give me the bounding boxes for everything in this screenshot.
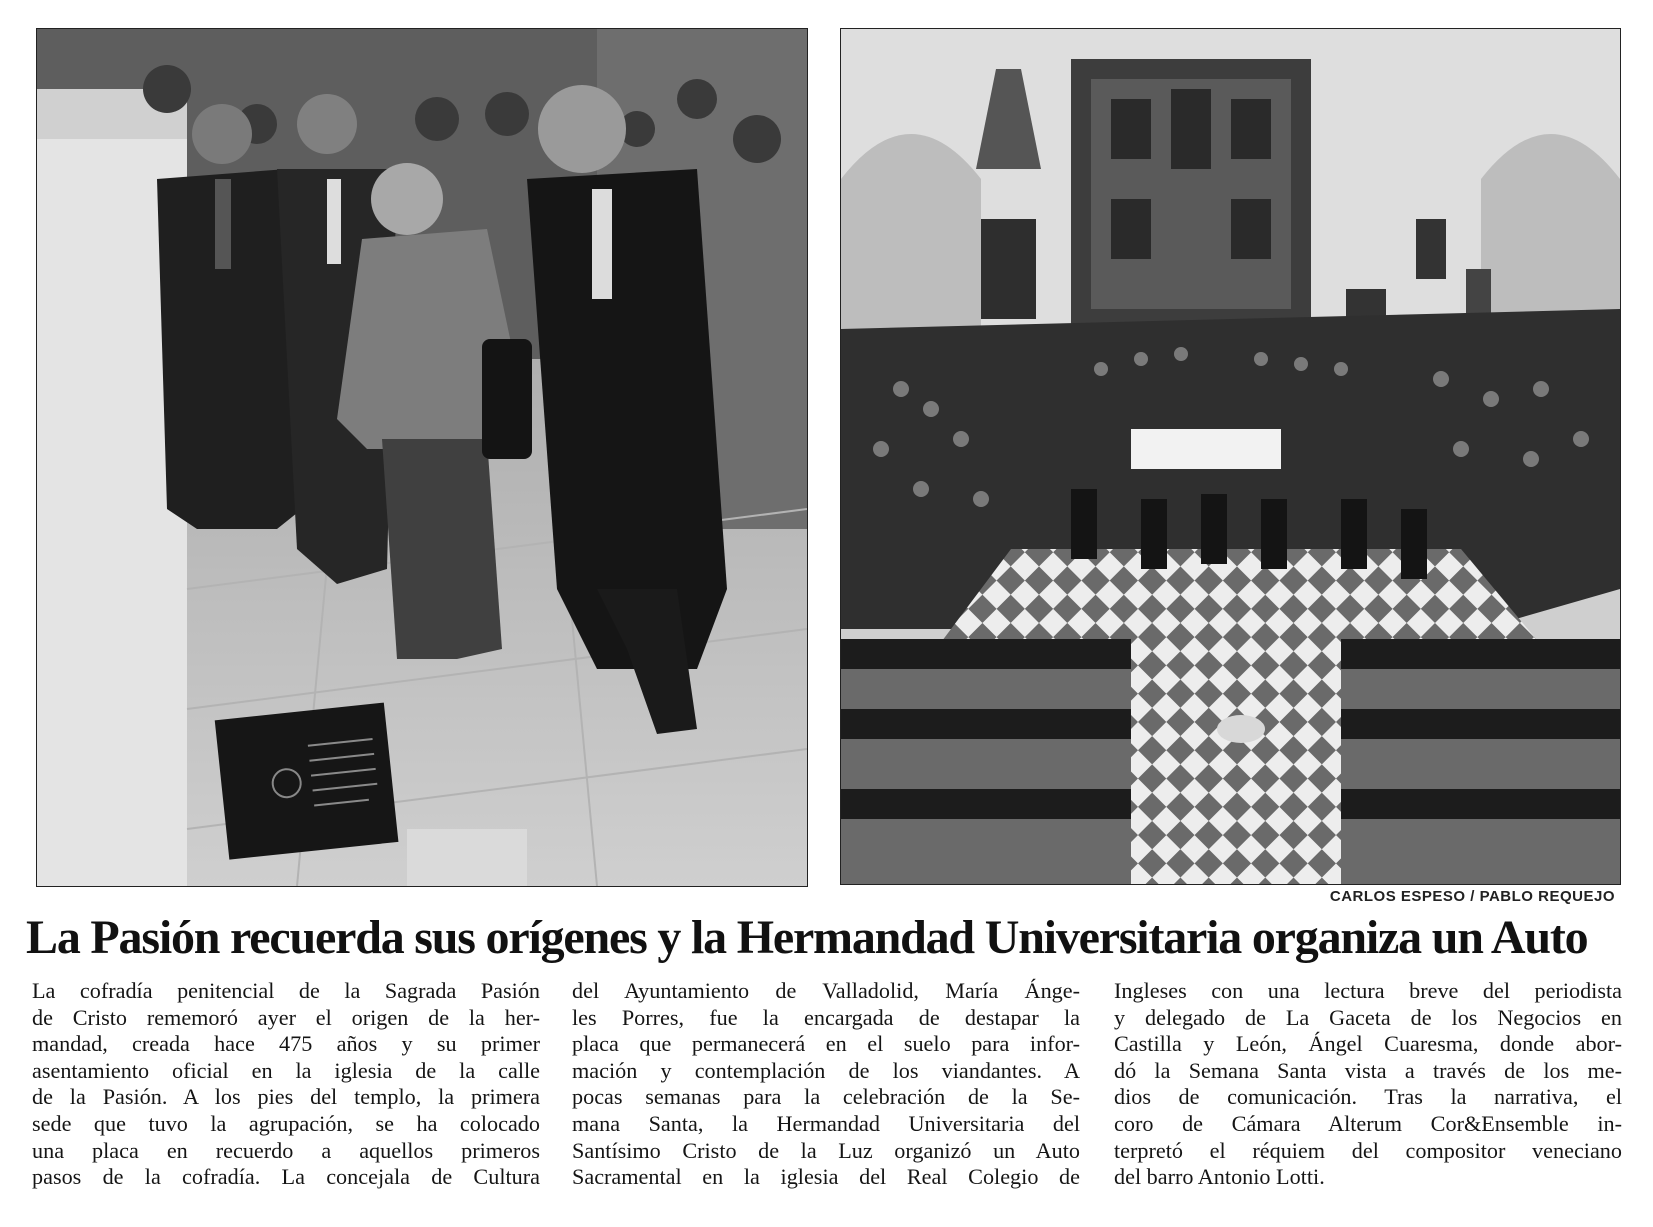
photo-plaque-visit-image (37, 29, 807, 886)
body-line: dó la Semana Santa vista a través de los me- (1114, 1057, 1622, 1083)
photo-credit: CARLOS ESPESO / PABLO REQUEJO (1329, 888, 1615, 905)
body-line: Castilla y León, Ángel Cuaresma, donde abor- (1114, 1031, 1622, 1057)
body-column-1 (32, 978, 540, 1191)
body-line: les Porres, fue la encargada de destapar la (572, 1004, 1080, 1030)
body-line: terpretó el réquiem del compositor veneciano (1114, 1137, 1622, 1163)
headline: La Pasión recuerda sus orígenes y la Hermandad Universitaria organiza un Auto (26, 911, 1588, 964)
body-line: Santísimo Cristo de la Luz organizó un Auto (572, 1137, 1080, 1163)
body-line: Sacramental en la iglesia del Real Colegio de (572, 1164, 1080, 1190)
body-line: La cofradía penitencial de la Sagrada Pasión (32, 978, 540, 1003)
body-line: Ingleses con una lectura breve del periodista (1114, 978, 1622, 1003)
photo-church-concert (840, 28, 1621, 885)
body-column-2 (572, 978, 1080, 1191)
body-line: placa que permanecerá en el suelo para infor- (572, 1031, 1080, 1057)
body-line: una placa en recuerdo a aquellos primeros (32, 1137, 540, 1163)
body-line: mandad, creada hace 475 años y su primer (32, 1031, 540, 1057)
body-line: del Ayuntamiento de Valladolid, María Ánge- (572, 978, 1080, 1003)
body-line: de la Pasión. A los pies del templo, la primera (32, 1084, 540, 1110)
body-line: mación y contemplación de los viandantes. A (572, 1057, 1080, 1083)
body-line: pocas semanas para la celebración de la Se- (572, 1084, 1080, 1110)
body-line: coro de Cámara Alterum Cor&Ensemble in- (1114, 1110, 1622, 1136)
body-line: pasos de la cofradía. La concejala de Cultura (32, 1164, 540, 1190)
photo-plaque-visit (36, 28, 808, 887)
body-line: del barro Antonio Lotti. (1114, 1164, 1325, 1190)
body-line: dios de comunicación. Tras la narrativa, el (1114, 1084, 1622, 1110)
body-line: asentamiento oficial en la iglesia de la calle (32, 1057, 540, 1083)
body-line: mana Santa, la Hermandad Universitaria del (572, 1110, 1080, 1136)
body-line: y delegado de La Gaceta de los Negocios en (1114, 1004, 1622, 1030)
photo-church-concert-image (841, 29, 1620, 884)
body-line: sede que tuvo la agrupación, se ha colocado (32, 1110, 540, 1136)
body-column-3 (1114, 978, 1622, 1191)
body-line: de Cristo rememoró ayer el origen de la her- (32, 1004, 540, 1030)
